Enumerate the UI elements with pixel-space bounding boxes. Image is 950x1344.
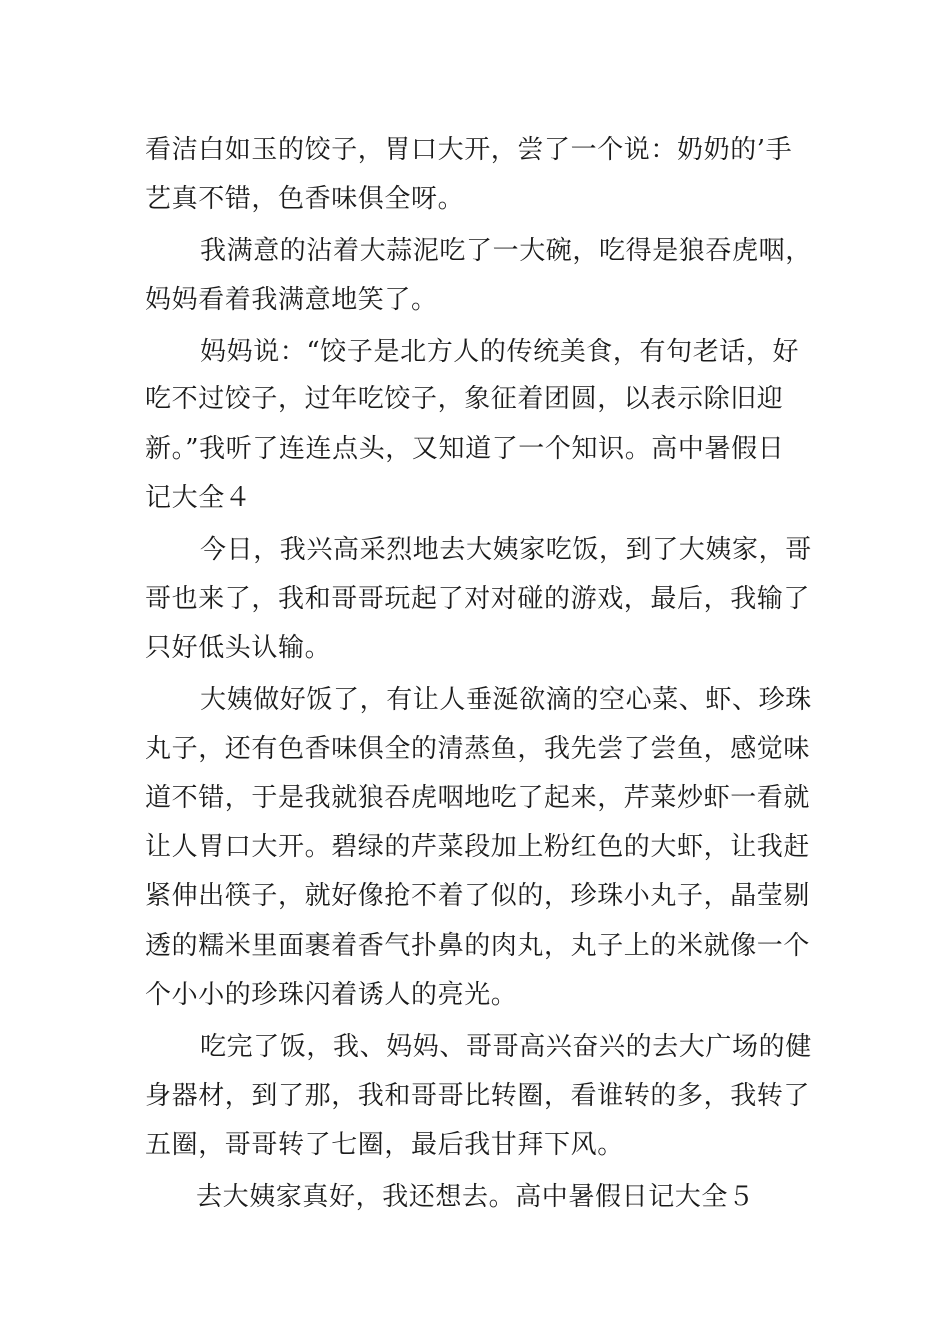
text-line: 吃完了饭，我、妈妈、哥哥高兴奋兴的去大广场的健 (200, 1032, 812, 1062)
text-line: 记大全４ (145, 483, 252, 513)
text-line: 今日，我兴高采烈地去大姨家吃饭，到了大姨家，哥 (200, 535, 812, 565)
text-line: 紧伸出筷子，就好像抢不着了似的，珍珠小丸子，晶莹剔 (145, 881, 811, 911)
text-line: 哥也来了，我和哥哥玩起了对对碰的游戏，最后，我输了 (145, 584, 811, 614)
text-line: 妈妈说：“饺子是北方人的传统美食，有句老话，好 (200, 337, 800, 367)
text-line: 新。”我听了连连点头，又知道了一个知识。高中暑假日 (145, 434, 785, 464)
text-line: 道不错，于是我就狼吞虎咽地吃了起来，芹菜炒虾一看就 (145, 783, 811, 813)
text-line: 只好低头认输。 (145, 633, 332, 663)
text-line: 五圈，哥哥转了七圈，最后我甘拜下风。 (145, 1130, 624, 1160)
text-line: 看洁白如玉的饺子，胃口大开，尝了一个说：奶奶的’手 (145, 135, 793, 165)
text-line: 我满意的沾着大蒜泥吃了一大碗，吃得是狼吞虎咽， (200, 236, 812, 266)
text-line: 艺真不错，色香味俱全呀。 (145, 184, 465, 214)
text-line: 去大姨家真好，我还想去。高中暑假日记大全５ (196, 1182, 755, 1212)
text-line: 吃不过饺子，过年吃饺子，象征着团圆，以表示除旧迎 (145, 384, 784, 414)
text-line: 个小小的珍珠闪着诱人的亮光。 (145, 980, 518, 1010)
text-line: 妈妈看着我满意地笑了。 (145, 285, 438, 315)
text-line: 丸子，还有色香味俱全的清蒸鱼，我先尝了尝鱼，感觉味 (145, 734, 811, 764)
text-line: 透的糯米里面裹着香气扑鼻的肉丸，丸子上的米就像一个 (145, 931, 811, 961)
text-line: 身器材，到了那，我和哥哥比转圈，看谁转的多，我转了 (145, 1081, 811, 1111)
text-line: 让人胃口大开。碧绿的芹菜段加上粉红色的大虾，让我赶 (145, 832, 811, 862)
text-line: 大姨做好饭了，有让人垂涎欲滴的空心菜、虾、珍珠 (200, 685, 812, 715)
